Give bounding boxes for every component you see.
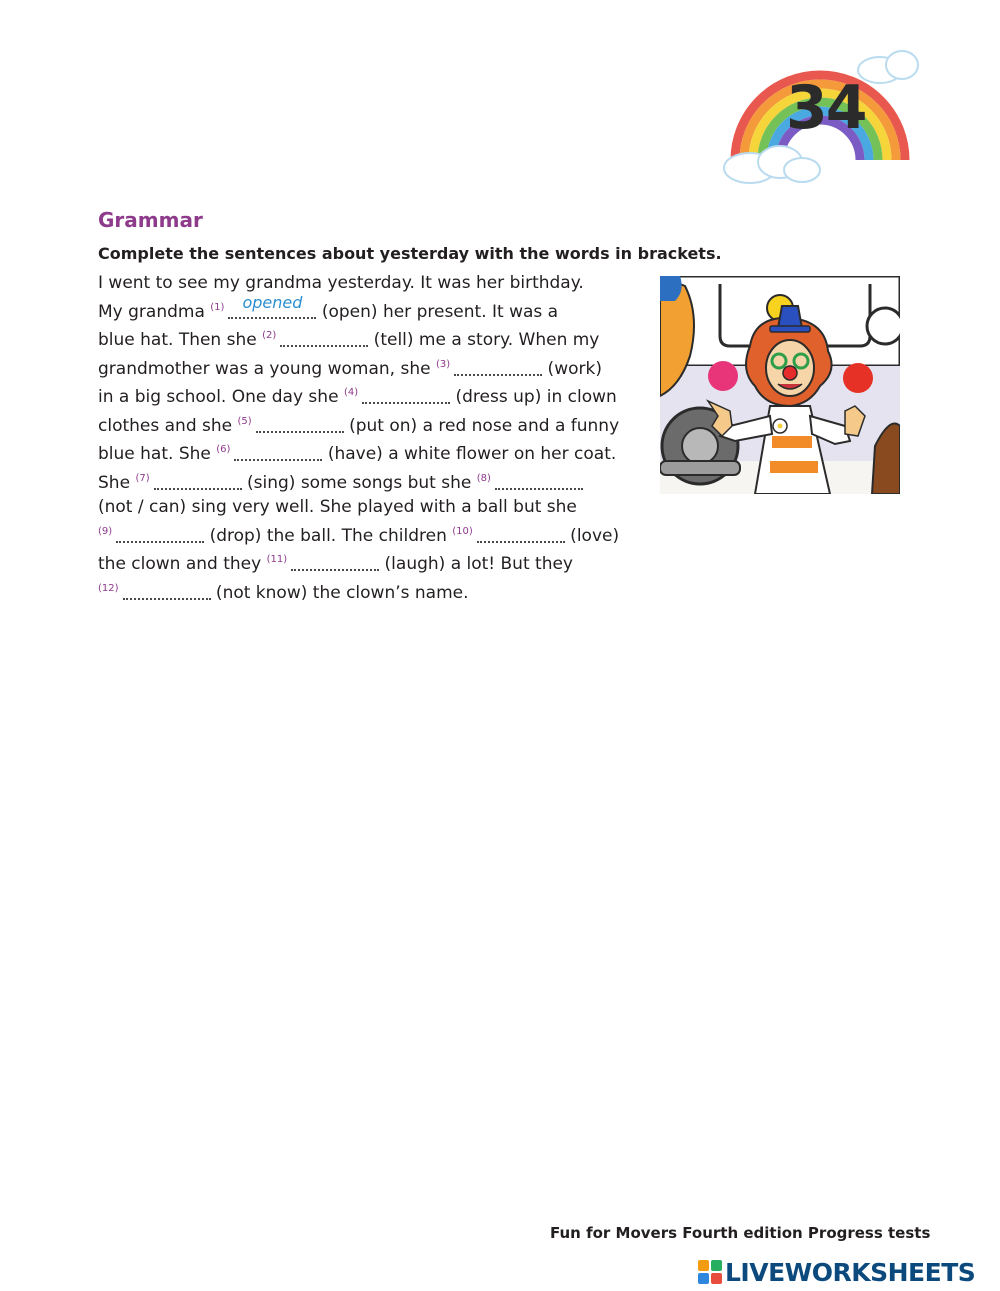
gap-number: (5) [237,415,252,427]
brand-name: LIVEWORKSHEETS [725,1257,976,1287]
passage-text: (not know) the clown’s name. [210,582,469,603]
answer-blank-11[interactable] [291,551,379,571]
passage-text: (put on) a red nose and a funny [343,415,620,436]
passage-text: (drop) the ball. The children [204,525,453,546]
gap-number: (2) [262,330,277,341]
passage-line [98,438,643,467]
passage-text: blue hat. Then she [98,330,263,350]
gap-number: (10) [452,525,473,537]
section-title: Grammar [98,208,203,232]
passage-line [98,292,643,325]
gap-number: (6) [216,444,231,455]
passage-text: the clown and they [98,554,267,574]
answer-blank-8[interactable] [495,470,583,490]
gap-number: (4) [343,387,359,398]
passage-line [98,381,643,410]
passage-line [98,271,643,296]
gap-number: (7) [135,472,150,484]
answer-blank-7[interactable] [154,470,242,490]
answer-blank-10[interactable] [477,523,565,543]
unit-number: 34 [786,73,866,143]
gap-number: (3) [435,358,451,370]
passage-line [98,577,643,606]
passage-text: (sing) some songs but she [241,472,477,493]
passage-text: (open) her present. It was a [316,301,559,322]
passage-line [98,495,643,520]
gap-number: (9) [98,525,113,537]
passage-text: clothes and she [98,415,238,436]
answer-blank-2[interactable] [280,327,368,347]
passage-line [98,548,643,577]
passage [98,271,643,605]
passage-text: (laugh) a lot! But they [379,554,573,574]
answer-text: opened [242,292,303,312]
passage-line [98,410,643,439]
passage-line [98,520,643,549]
answer-blank-1[interactable] [228,292,316,319]
answer-blank-4[interactable] [362,384,450,404]
answer-blank-5[interactable] [256,413,344,433]
passage-text: (tell) me a story. When my [368,330,600,350]
passage-line [98,324,643,353]
liveworksheets-brand[interactable] [698,1257,975,1287]
passage-text: in a big school. One day she [98,387,344,407]
gap-number: (12) [98,582,119,594]
passage-line [98,467,643,496]
passage-text: I went to see my grandma yesterday. It was her birthday. [98,273,584,293]
passage-text: (dress up) in clown [450,387,617,407]
gap-number: (11) [266,554,288,565]
gap-number: (1) [210,301,225,313]
passage-text: (work) [542,358,602,379]
answer-blank-9[interactable] [116,523,204,543]
passage-text: She [98,472,136,493]
footer-book-title: Fun for Movers Fourth edition Progress tests [550,1224,931,1242]
gap-number: (8) [476,472,491,484]
instruction: Complete the sentences about yesterday with the words in brackets. [98,244,722,263]
answer-blank-12[interactable] [123,580,211,600]
passage-text: (love) [564,525,620,546]
passage-line [98,353,643,382]
passage-text: grandmother was a young woman, she [98,358,436,379]
answer-blank-3[interactable] [454,356,542,376]
liveworksheets-logo-icon [698,1260,722,1284]
passage-text: (not / can) sing very well. She played with a ball but she [98,497,577,517]
passage-text: My grandma [98,301,211,322]
passage-text: (have) a white flower on her coat. [322,444,617,464]
clown-illustration [660,276,900,494]
answer-blank-6[interactable] [234,441,322,461]
passage-text: blue hat. She [98,444,217,464]
